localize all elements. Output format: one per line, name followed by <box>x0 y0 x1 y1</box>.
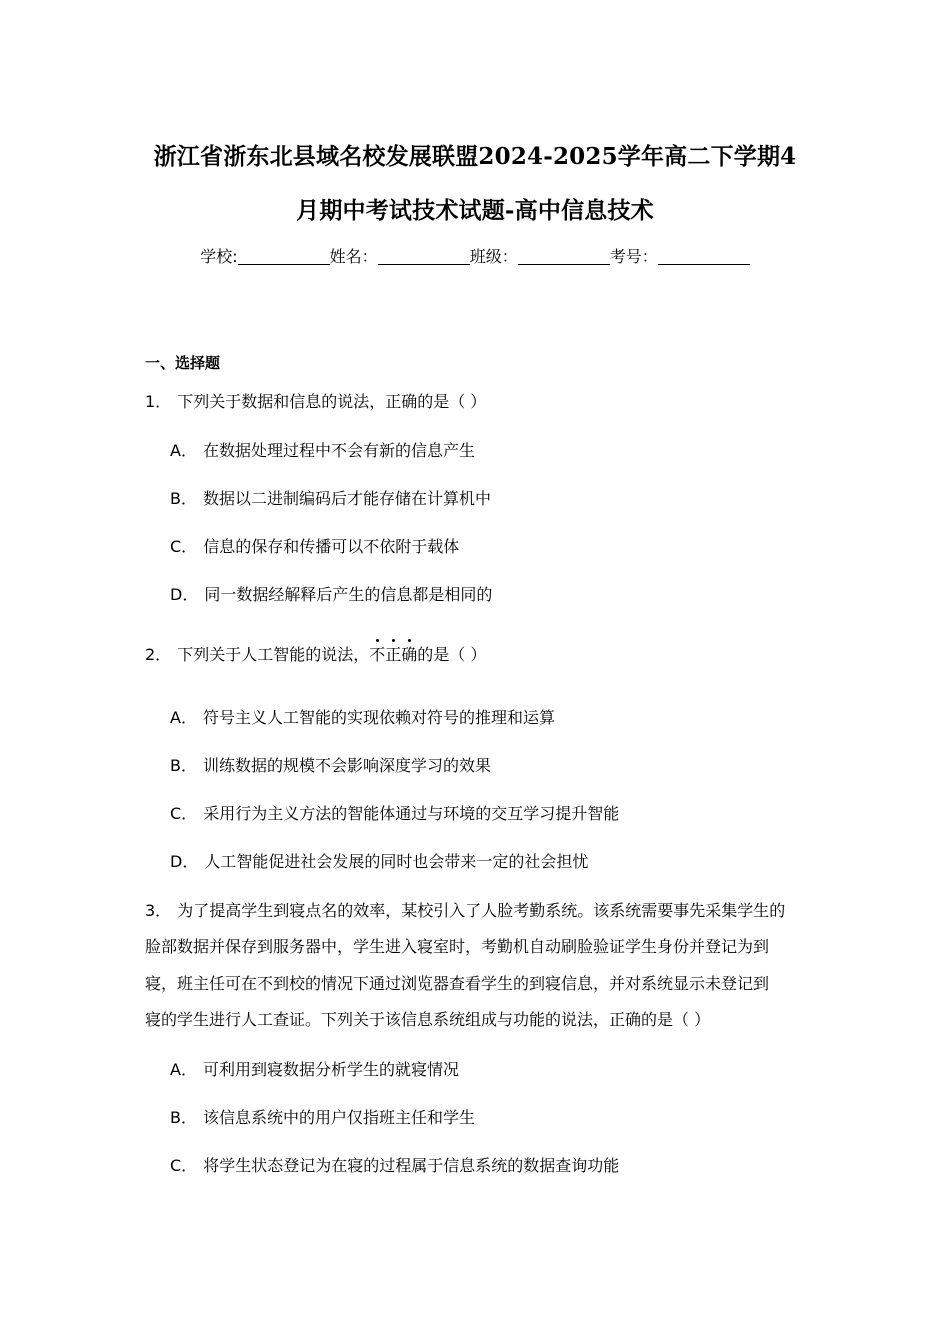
question-3-stem-line-3: 寝，班主任可在不到校的情况下通过浏览器查看学生的到寝信息，并对系统显示未登记到 <box>145 974 770 993</box>
option-text: 将学生状态登记为在寝的过程属于信息系统的数据查询功能 <box>203 1156 620 1175</box>
document-title-line-1: 浙江省浙东北县域名校发展联盟2024-2025学年高二下学期4 <box>153 143 797 170</box>
number-blank <box>658 246 750 265</box>
option-label: A． <box>170 441 197 460</box>
question-1 <box>145 389 486 412</box>
emphasis-char: 不 <box>369 645 386 664</box>
option-label: B． <box>170 489 197 508</box>
class-blank <box>518 246 610 265</box>
name-label: 姓名： <box>329 247 378 266</box>
option-text: 同一数据经解释后产生的信息都是相同的 <box>204 585 493 604</box>
number-label: 考号： <box>609 247 658 266</box>
question-stem-line: 为了提高学生到寝点名的效率，某校引入了人脸考勤系统。该系统需要事先采集学生的 <box>177 901 786 920</box>
question-3 <box>145 898 785 921</box>
question-2-option-d <box>170 849 588 872</box>
question-number: 1． <box>145 392 172 411</box>
option-text: 可利用到寝数据分析学生的就寝情况 <box>202 1060 459 1079</box>
option-label: A． <box>170 708 197 727</box>
option-label: D． <box>170 585 199 604</box>
question-3-option-c <box>170 1153 619 1176</box>
question-1-option-b <box>170 486 491 509</box>
option-label: B． <box>170 756 197 775</box>
question-2 <box>145 642 486 665</box>
class-label: 班级： <box>469 247 518 266</box>
student-info-line <box>0 244 950 267</box>
question-3-option-a <box>170 1057 459 1080</box>
name-blank <box>378 246 470 265</box>
question-stem-before: 下列关于人工智能的说法， <box>177 645 370 664</box>
question-1-option-a <box>170 438 475 461</box>
question-number: 2． <box>145 645 172 664</box>
school-blank <box>238 246 330 265</box>
option-label: C． <box>170 537 198 556</box>
option-text: 人工智能促进社会发展的同时也会带来一定的社会担忧 <box>204 852 589 871</box>
option-text: 该信息系统中的用户仅指班主任和学生 <box>202 1108 475 1127</box>
option-text: 符号主义人工智能的实现依赖对符号的推理和运算 <box>202 708 555 727</box>
question-3-stem-line-4: 寝的学生进行人工查证。下列关于该信息系统组成与功能的说法，正确的是（ ） <box>145 1010 711 1029</box>
option-label: B． <box>170 1108 197 1127</box>
option-label: C． <box>170 804 198 823</box>
document-title-line-2: 月期中考试技术试题-高中信息技术 <box>296 197 654 224</box>
school-label: 学校: <box>200 247 238 266</box>
option-text: 训练数据的规模不会影响深度学习的效果 <box>202 756 491 775</box>
question-stem-after: 的是（ ） <box>417 645 487 664</box>
question-3-stem-line-2: 脸部数据并保存到服务器中，学生进入寝室时，考勤机自动刷脸验证学生身份并登记为到 <box>145 937 770 956</box>
question-stem: 下列关于数据和信息的说法，正确的是（ ） <box>177 392 487 411</box>
option-label: D． <box>170 852 199 871</box>
section-title: 一、选择题 <box>145 354 221 372</box>
question-2-option-a <box>170 705 555 728</box>
question-number: 3． <box>145 901 172 920</box>
question-1-option-c <box>170 534 459 557</box>
question-2-option-c <box>170 801 619 824</box>
question-2-option-b <box>170 753 491 776</box>
option-text: 信息的保存和传播可以不依附于载体 <box>203 537 460 556</box>
option-text: 数据以二进制编码后才能存储在计算机中 <box>202 489 491 508</box>
option-text: 在数据处理过程中不会有新的信息产生 <box>202 441 475 460</box>
option-text: 采用行为主义方法的智能体通过与环境的交互学习提升智能 <box>203 804 620 823</box>
option-label: A． <box>170 1060 197 1079</box>
emphasis-char: 正 <box>385 645 402 664</box>
option-label: C． <box>170 1156 198 1175</box>
question-3-option-b <box>170 1105 475 1128</box>
question-1-option-d <box>170 582 492 605</box>
emphasis-char: 确 <box>401 645 418 664</box>
